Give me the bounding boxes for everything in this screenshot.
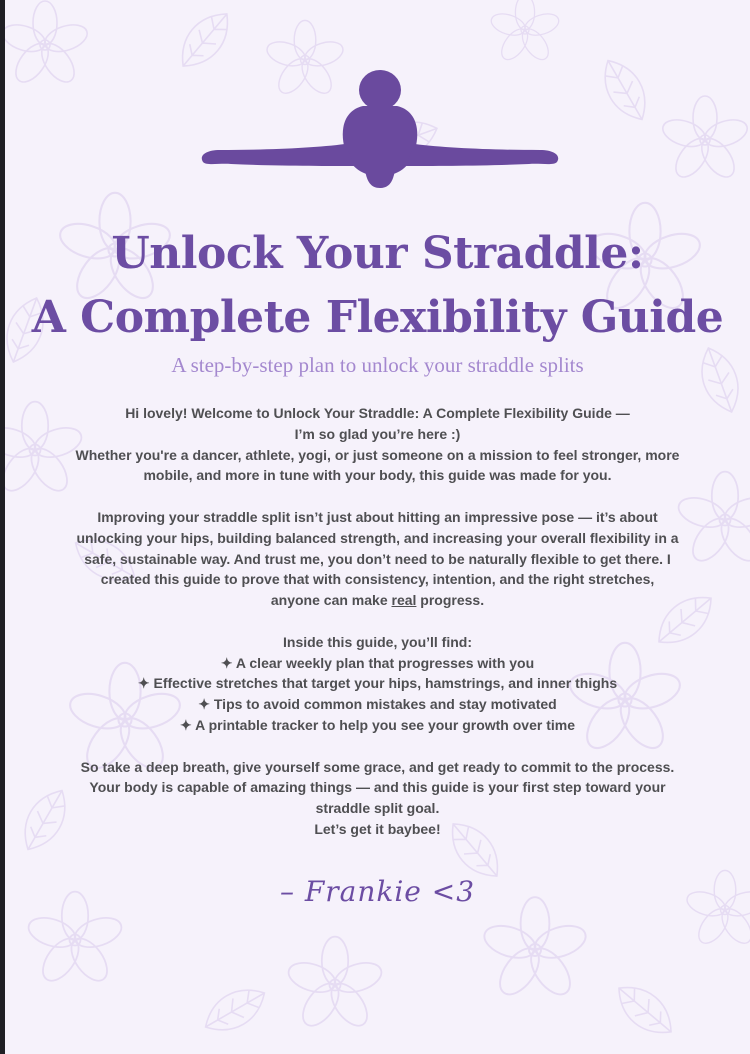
flexibility-text: Improving your straddle split isn’t just about hitting an impressive pose — it’s about unlocking your hips, building balanced strength, and increasing your overall flexibility in a safe, sustainable way. And trust me, you don’t need to be naturally flexible to get there. I created this guide to prove that with consistency, intention, and the right stretches, anyone can make bbox=[76, 508, 679, 609]
features-heading: Inside this guide, you’ll find: bbox=[283, 633, 472, 650]
feature-item: ✦ A printable tracker to help you see your growth over time bbox=[179, 716, 575, 733]
author-signature: – Frankie <3 bbox=[279, 875, 476, 908]
intro-line-2: I’m so glad you’re here :) bbox=[294, 425, 461, 442]
closing-text: So take a deep breath, give yourself some grace, and get ready to commit to the process. Your body is capable of amazing things — and this guide is your first step toward your straddle split goal. bbox=[80, 758, 675, 817]
title-line-1: Unlock Your Straddle: bbox=[111, 228, 644, 279]
feature-item: ✦ Tips to avoid common mistakes and stay motivated bbox=[198, 696, 557, 713]
straddle-split-silhouette-icon bbox=[195, 70, 565, 195]
flexibility-text-end: progress. bbox=[416, 592, 485, 609]
underlined-word: real bbox=[391, 592, 417, 609]
guide-cover-page bbox=[5, 0, 750, 1054]
closing-cta: Let’s get it baybee! bbox=[314, 820, 441, 837]
intro-paragraph bbox=[75, 403, 680, 486]
feature-item: ✦ A clear weekly plan that progresses with you bbox=[220, 654, 535, 671]
flexibility-paragraph bbox=[75, 507, 680, 611]
feature-item: ✦ Effective stretches that target your hips, hamstrings, and inner thighs bbox=[137, 675, 618, 692]
closing-paragraph bbox=[75, 757, 680, 840]
intro-line-3: Whether you're a dancer, athlete, yogi, or just someone on a mission to feel stronger, more mobile, and more in tune with your body, this guide was made for you. bbox=[75, 446, 680, 484]
intro-line-1: Hi lovely! Welcome to Unlock Your Straddle: A Complete Flexibility Guide — bbox=[125, 405, 630, 421]
page-subtitle: A step-by-step plan to unlock your straddle splits bbox=[171, 353, 584, 377]
page-title bbox=[5, 222, 750, 350]
title-line-2: A Complete Flexibility Guide bbox=[31, 292, 724, 343]
intro-body bbox=[75, 403, 680, 861]
features-list bbox=[75, 632, 680, 736]
